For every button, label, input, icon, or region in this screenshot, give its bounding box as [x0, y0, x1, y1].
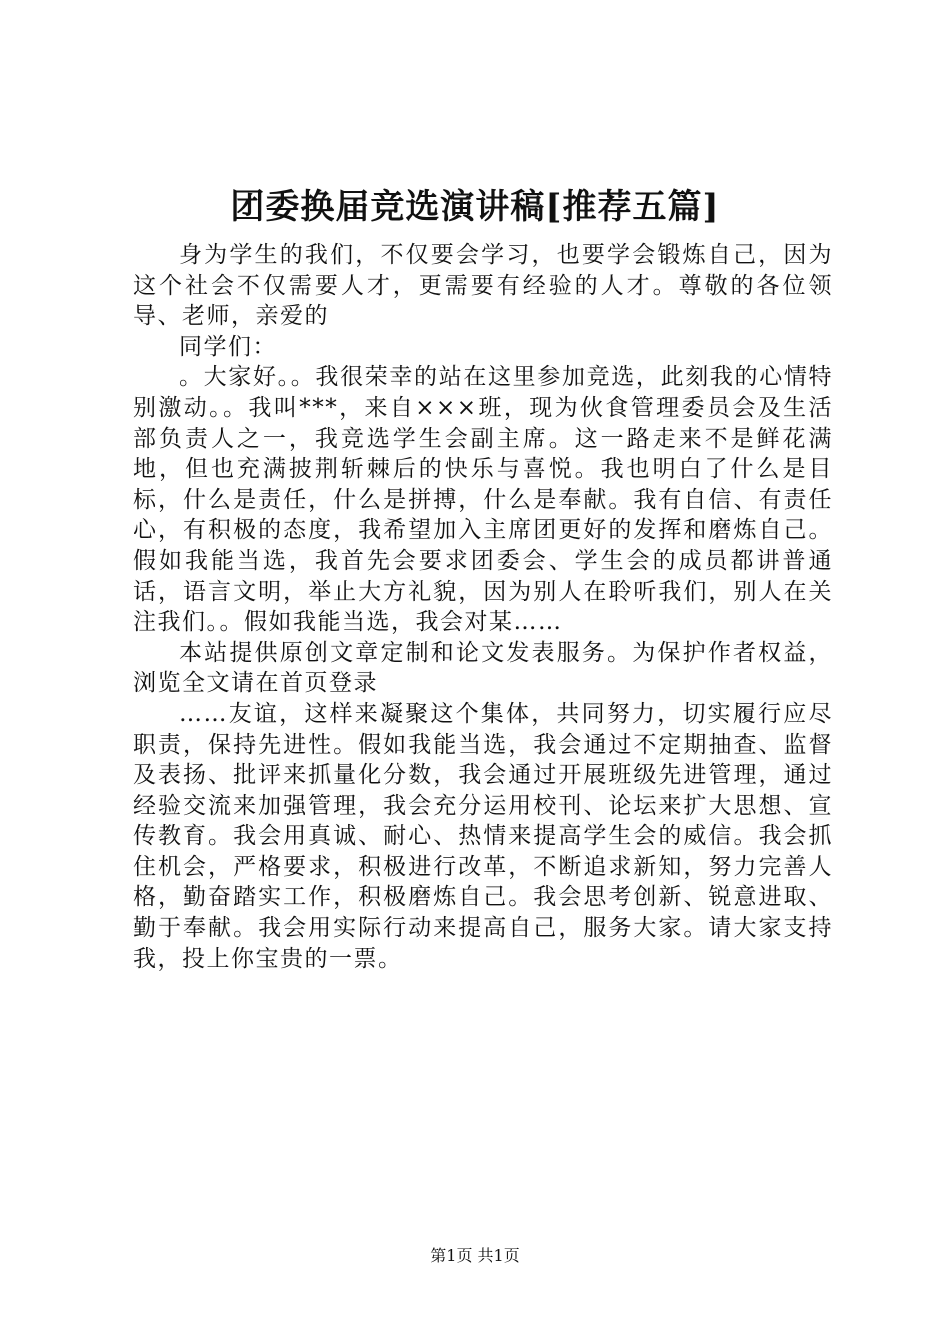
document-body	[133, 240, 833, 974]
paragraph-speech-part-1: 。大家好。。我很荣幸的站在这里参加竞选，此刻我的心情特别激动。。我叫***，来自×××班，现为伙食管理委员会及生活部负责人之一，我竞选学生会副主席。这一路走来不是鲜花满地，但也充满披荆斩棘后的快乐与喜悦。我也明白了什么是目标，什么是责任，什么是拼搏，什么是奉献。我有自信、有责任心，有积极的态度，我希望加入主席团更好的发挥和磨炼自己。假如我能当选，我首先会要求团委会、学生会的成员都讲普通话，语言文明，举止大方礼貌，因为别人在聆听我们，别人在关注我们。。假如我能当选，我会对某……	[133, 364, 833, 636]
paragraph-intro: 身为学生的我们，不仅要会学习，也要学会锻炼自己，因为这个社会不仅需要人才，更需要有经验的人才。尊敬的各位领导、老师，亲爱的	[133, 242, 833, 330]
document-title: 团委换届竞选演讲稿[推荐五篇]	[230, 187, 720, 227]
paragraph-site-notice: 本站提供原创文章定制和论文发表服务。为保护作者权益，浏览全文请在首页登录	[133, 639, 833, 697]
paragraph-speech-part-2: ……友谊，这样来凝聚这个集体，共同努力，切实履行应尽职责，保持先进性。假如我能当选，我会通过不定期抽查、监督及表扬、批评来抓量化分数，我会通过开展班级先进管理，通过经验交流来加强管理，我会充分运用校刊、论坛来扩大思想、宣传教育。我会用真诚、耐心、热情来提高学生会的威信。我会抓住机会，严格要求，积极进行改革，不断追求新知，努力完善人格，勤奋踏实工作，积极磨炼自己。我会思考创新、锐意进取、勤于奉献。我会用实际行动来提高自己，服务大家。请大家支持我，投上你宝贵的一票。	[133, 700, 833, 972]
page-number-footer: 第1页 共1页	[430, 1246, 520, 1265]
paragraph-salutation: 同学们：	[179, 333, 277, 360]
